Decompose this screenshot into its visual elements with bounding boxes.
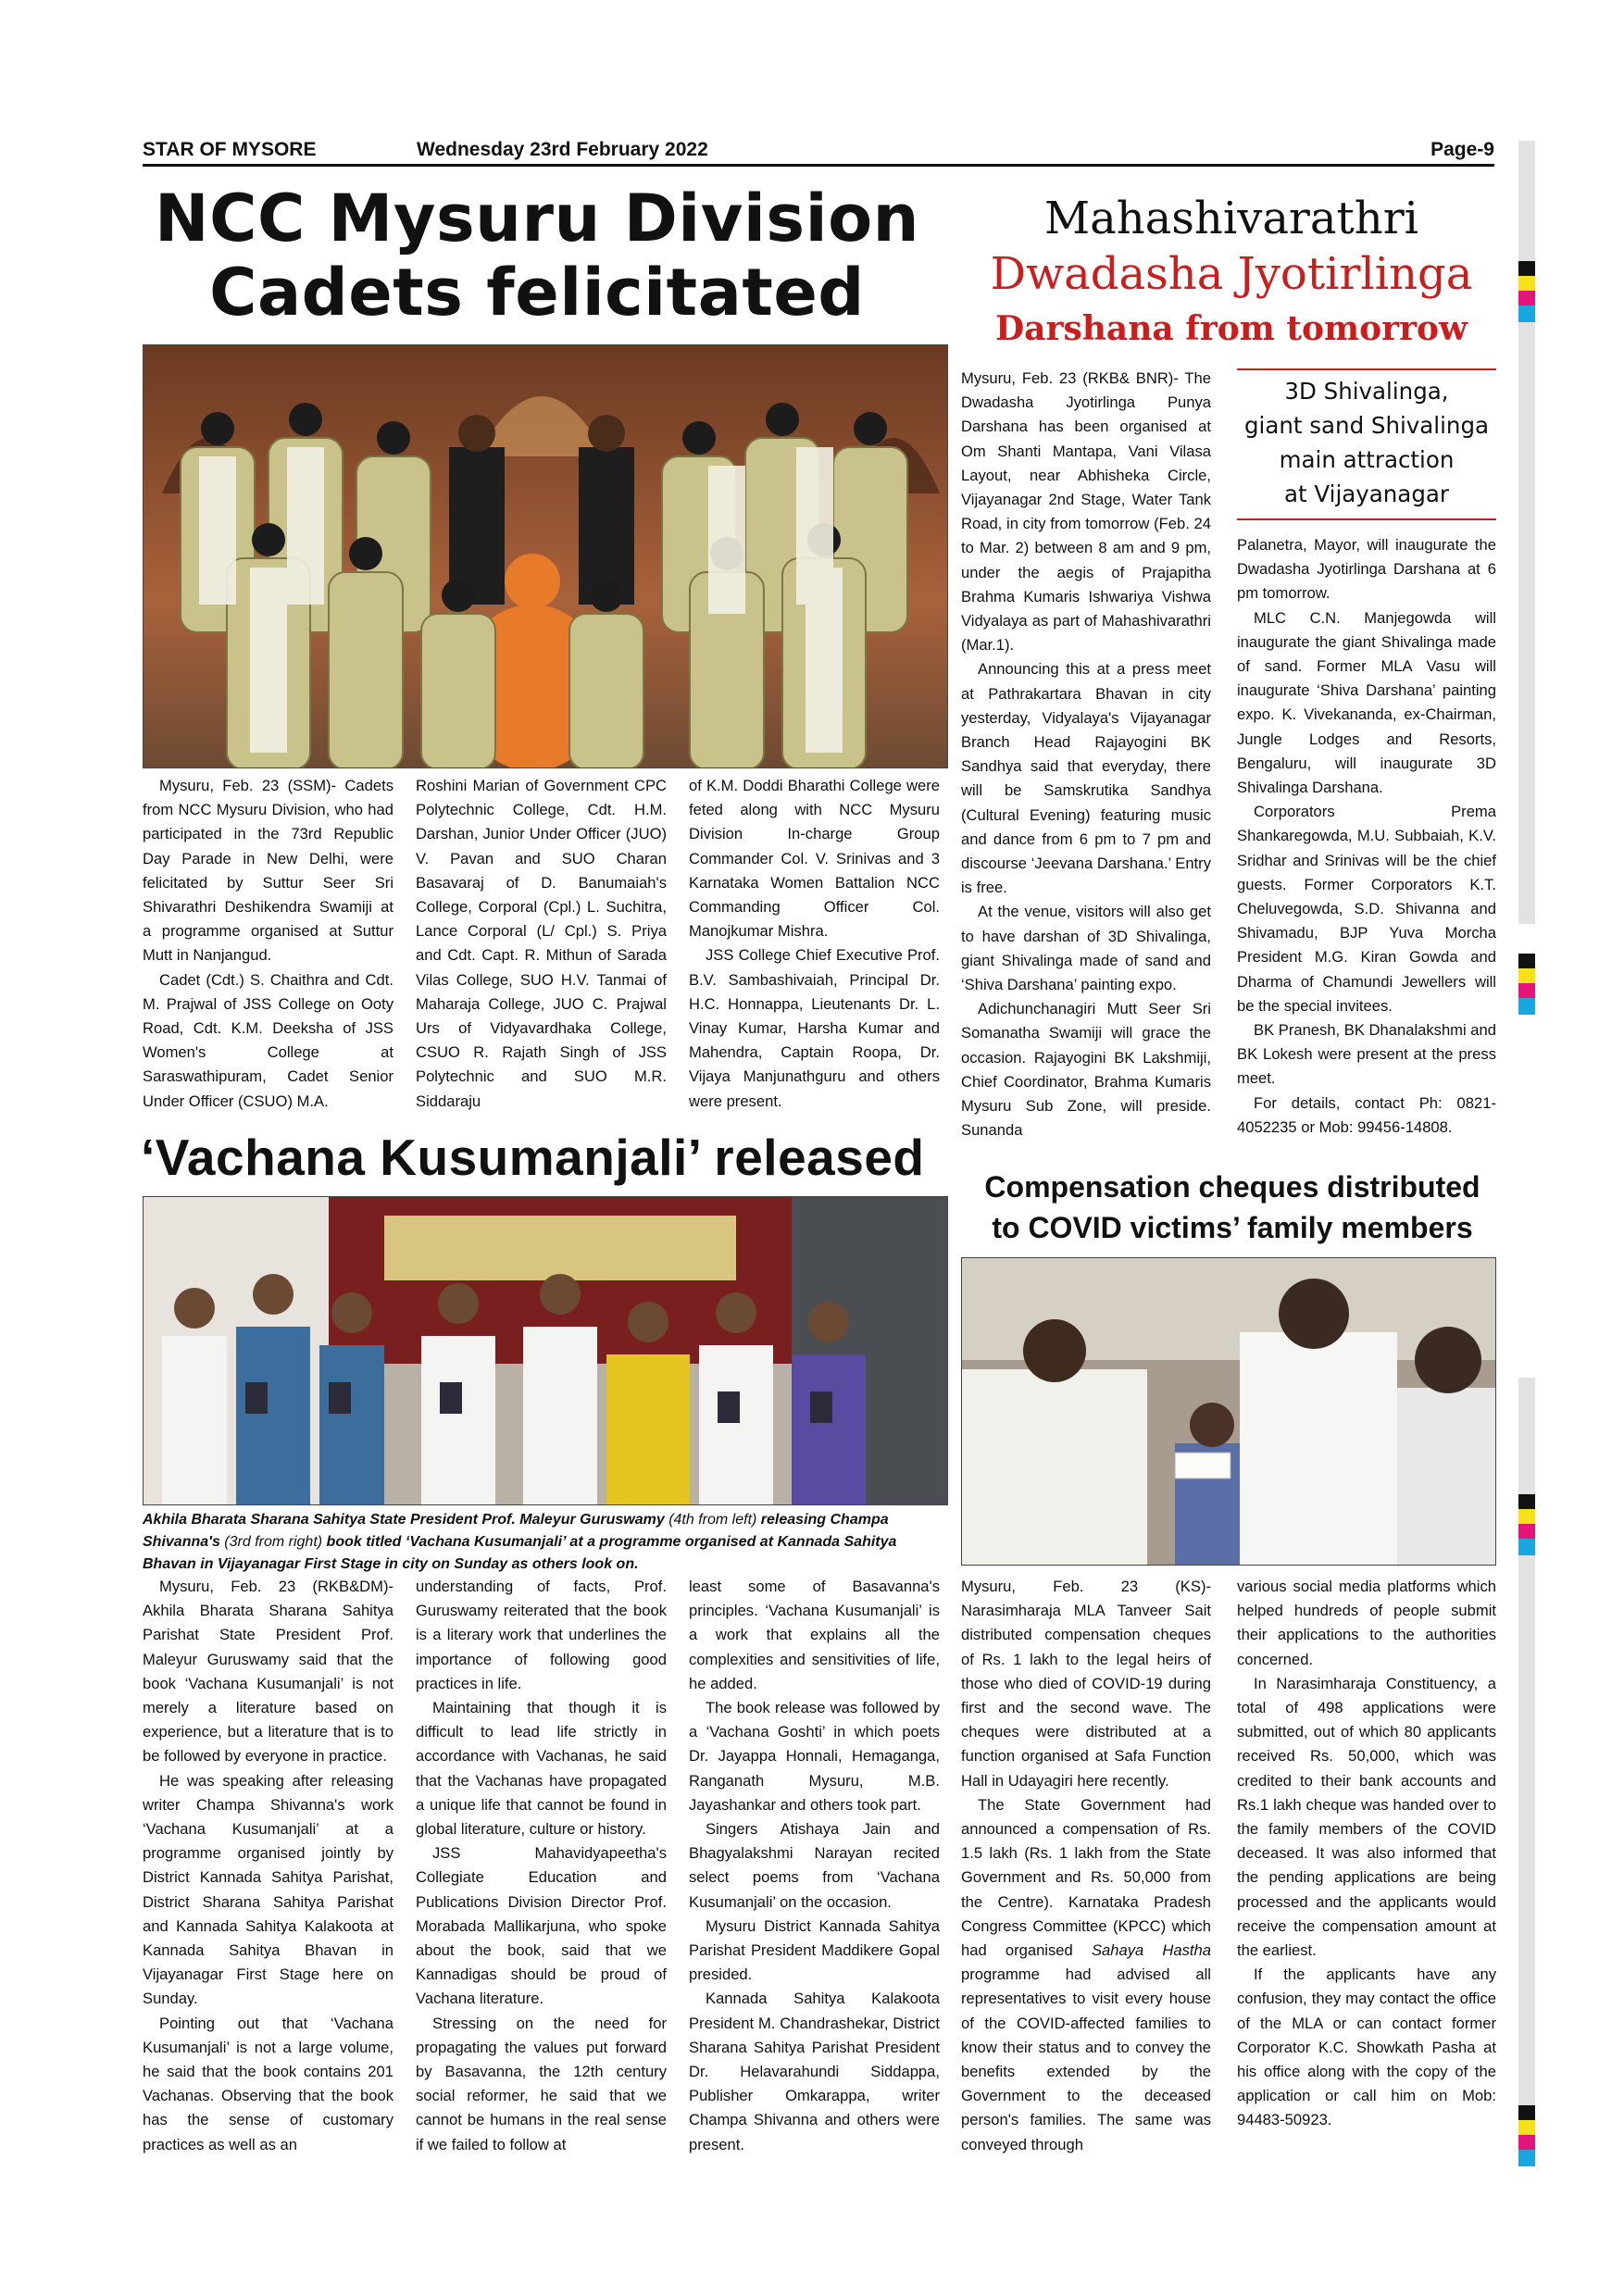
covid-column-2 xyxy=(1237,1575,1496,2133)
ncc-paragraph: Roshini Marian of Government CPC Polytechnic College, Cdt. H.M. Darshan, Junior Under Officer (JUO) V. Pavan and SUO Charan Basavaraj of D. Banumaiah's College, Corporal (Cpl.) L. Suchitra, Lance Corporal (L/ Cpl.) S. Priya and Cdt. Capt. R. Mithun of Sarada Vilas College, SUO H.V. Tanmai of Maharaja College, JUO C. Prajwal Urs of Vidyavardhaka College, CSUO R. Rajath Singh of JSS Polytechnic and SUO M.R. Siddaraju xyxy=(416,777,667,1110)
shiva-paragraph: MLC C.N. Manjegowda will inaugurate the giant Shivalinga made of sand. Former MLA Vasu will inaugurate ‘Shiva Darshana’ painting expo. K. Vivekananda, ex-Chairman, Jungle Lodges and Resorts, Bengaluru, will inaugurate 3D Shivalinga Darshana. xyxy=(1237,608,1496,797)
covid-headline xyxy=(959,1167,1505,1248)
covid-text: The State Government had announced a compensation of Rs. 1.5 lakh (Rs. 1 lakh from the State Government and Rs. 50,000 from the Centre). Karnataka Pradesh Congress Committee (KPCC) which had organised xyxy=(961,1795,1211,1960)
margin-strip xyxy=(1518,1378,1535,1494)
ncc-paragraph: JSS College Chief Executive Prof. B.V. Sambashivaiah, Principal Dr. H.C. Honnappa, Lieutenants Dr. L. Vinay Kumar, Harsha Kumar and Mahendra, Captain Roopa, Dr. Vijaya Manjunathguru and others were present. xyxy=(689,946,940,1110)
shiva-column-2 xyxy=(1237,533,1496,1140)
shiva-paragraph: Mysuru, Feb. 23 (RKB& BNR)- The Dwadasha Jyotirlinga Punya Darshana has been organised at Om Shanti Mantapa, Vani Vilasa Layout, near Abhisheka Circle, Vijayanagar 2nd Stage, Water Tank Road, in city from tomorrow (Feb. 24 to Mar. 2) between 8 am and 9 pm, under the aegis of Prajapitha Brahma Kumaris Ishwariya Vishwa Vidyalaya as part of Mahashivarathri (Mar.1). xyxy=(961,369,1211,655)
vachana-paragraph: Pointing out that ‘Vachana Kusumanjali’ is not a large volume, he said that the book contains 201 Vachanas. Observing that the book has the sense of customary practices as well as an xyxy=(143,2014,394,2153)
cheque-distribution-photo xyxy=(961,1257,1496,1566)
shiva-paragraph: Announcing this at a press meet at Pathrakartara Bhavan in city yesterday, Vidyalaya's Vijayanagar Branch Head Rajayogini BK Sandhya said that everyday, there will be Samskrutika Sandhya (Cultural Evening) featuring music and dance from 6 pm to 7 pm and discourse ‘Jeevana Darshana.’ Entry is free. xyxy=(961,660,1211,897)
ncc-cadets-photo xyxy=(143,344,948,768)
covid-headline-line2: to COVID victims’ family members xyxy=(992,1211,1473,1244)
vachana-paragraph: The book release was followed by a ‘Vachana Goshti’ in which poets Dr. Jayappa Honnali, Hemaganga, Ranganath Mysuru, M.B. Jayashankar and others took part. xyxy=(689,1699,940,1814)
shiva-headline-line3: Darshana from tomorrow xyxy=(994,309,1468,348)
shiva-paragraph: Palanetra, Mayor, will inaugurate the Dwadasha Jyotirlinga Darshana at 6 pm tomorrow. xyxy=(1237,536,1496,603)
ncc-paragraph: Mysuru, Feb. 23 (SSM)- Cadets from NCC Mysuru Division, who had participated in the 73rd Republic Day Parade in New Delhi, were felicitated by Suttur Seer Sri Shivarathri Deshikendra Swamiji at a programme organised at Suttur Mutt in Nanjangud. xyxy=(143,777,394,965)
caption-text: releasing Champa Shivanna's xyxy=(143,1512,889,1550)
vachana-paragraph: Mysuru, Feb. 23 (RKB&DM)- Akhila Bharata Sharana Sahitya Parishat State President Prof. Maleyur Guruswamy said that the book ‘Vachana Kusumanjali’ is not merely a literature based on experience, but a literature that is to be followed by everyone in practice. xyxy=(143,1578,394,1766)
covid-programme-name: Sahaya Hastha xyxy=(1091,1941,1211,1960)
covid-paragraph: Mysuru, Feb. 23 (KS)- Narasimharaja MLA Tanveer Sait distributed compensation cheques of Rs. 1 lakh to the legal heirs of those who died of COVID-19 during first and the second wave. The cheques were distributed at a function organised at Safa Function Hall in Udayagiri here recently. xyxy=(961,1578,1211,1790)
margin-strip xyxy=(1518,322,1535,924)
vachana-column-1 xyxy=(143,1575,394,2157)
ncc-headline-line2: Cadets felicitated xyxy=(209,255,865,331)
ncc-headline-line1: NCC Mysuru Division xyxy=(154,181,920,256)
vachana-paragraph: Maintaining that though it is difficult to lead life strictly in accordance with Vachanas, he said that the Vachanas have propagated a unique life that cannot be found in global literature, culture or history. xyxy=(416,1699,667,1839)
vachana-paragraph: understanding of facts, Prof. Guruswamy reiterated that the book is a literary work that underlines the importance of following good practices in life. xyxy=(416,1578,667,1692)
shiva-paragraph: For details, contact Ph: 0821-4052235 or Mob: 99456-14808. xyxy=(1237,1093,1496,1136)
shiva-column-1 xyxy=(961,367,1211,1143)
vachana-paragraph: Kannada Sahitya Kalakoota President M. Chandrashekar, District Sharana Sahitya Parishat President Dr. Helavarahundi Siddappa, Publisher Omkarappa, writer Champa Shivanna and others were present. xyxy=(689,1990,940,2153)
book-release-photo xyxy=(143,1196,948,1505)
caption-text: (4th from left) xyxy=(668,1512,757,1528)
deck-rule-top xyxy=(1237,368,1496,370)
ncc-column-1 xyxy=(143,774,394,1114)
ncc-column-3 xyxy=(689,774,940,1114)
ncc-paragraph: Cadet (Cdt.) S. Chaithra and Cdt. M. Prajwal of JSS College on Ooty Road, Cdt. K.M. Deeksha of JSS Women's College at Saraswathipuram, Cadet Senior Under Officer (CSUO) M.A. xyxy=(143,970,394,1110)
shiva-paragraph: BK Pranesh, BK Dhanalakshmi and BK Lokesh were present at the press meet. xyxy=(1237,1021,1496,1088)
vachana-paragraph: Stressing on the need for propagating the values put forward by Basavanna, the 12th century social reformer, he said that we cannot be humans in the real sense if we failed to follow at xyxy=(416,2014,667,2153)
covid-text: programme had advised all representatives to visit every house of the COVID-affected families to know their status and to convey the benefits extended by the Government to the deceased person's families. The same was conveyed through xyxy=(961,1965,1211,2153)
vachana-paragraph: JSS Mahavidyapeetha's Collegiate Education and Publications Division Director Prof. Morabada Mallikarjuna, who spoke about the book, said that we Kannadigas should be proud of Vachana literature. xyxy=(416,1844,667,2008)
shiva-deck xyxy=(1237,374,1496,511)
vachana-column-3 xyxy=(689,1575,940,2157)
shiva-paragraph: Adichunchanagiri Mutt Seer Sri Somanatha Swamiji will grace the occasion. Rajayogini BK Lakshmiji, Chief Coordinator, Brahma Kumaris Mysuru Sub Zone, will preside. Sunanda xyxy=(961,1000,1211,1140)
deck-rule-bottom xyxy=(1237,518,1496,520)
caption-text: Akhila Bharata Sharana Sahitya State President Prof. Maleyur Guruswamy xyxy=(143,1512,665,1528)
vachana-column-2 xyxy=(416,1575,667,2157)
covid-paragraph: If the applicants have any confusion, they may contact the office of the MLA or can contact former Corporator K.C. Showkath Pasha at his office along with the copy of the application or call him on Mob: 94483-50923. xyxy=(1237,1965,1496,2129)
page-number: Page-9 xyxy=(1430,139,1494,160)
deck-line: giant sand Shivalinga xyxy=(1243,412,1490,439)
ncc-paragraph: of K.M. Doddi Bharathi College were feted along with NCC Mysuru Division In-charge Group Commander Col. V. Srinivas and 3 Karnataka Women Battalion NCC Commanding Officer Col. Manojkumar Mishra. xyxy=(689,777,940,941)
deck-line: 3D Shivalinga, xyxy=(1284,378,1449,405)
cmyk-registration-mark xyxy=(1518,954,1535,1015)
ncc-headline xyxy=(120,181,954,330)
covid-headline-line1: Compensation cheques distributed xyxy=(984,1170,1480,1204)
paper-name: STAR OF MYSORE xyxy=(143,139,317,160)
covid-column-1 xyxy=(961,1575,1211,2157)
vachana-headline: ‘Vachana Kusumanjali’ released xyxy=(141,1129,925,1186)
deck-line: main attraction xyxy=(1279,446,1455,473)
margin-strip xyxy=(1518,1555,1535,2105)
margin-strip xyxy=(1518,141,1535,261)
shiva-headline-line1: Mahashivarathri xyxy=(1044,193,1418,244)
shiva-paragraph: Corporators Prema Shankaregowda, M.U. Subbaiah, K.V. Sridhar and Srinivas will be the chief guests. Former Corporators K.T. Cheluvegowda, S.D. Shivanna and Shivamadu, BJP Yuva Morcha President M.G. Kiran Gowda and Dharma of Chamundi Jewellers will be the special invitees. xyxy=(1237,803,1496,1015)
book-release-caption xyxy=(143,1509,948,1576)
vachana-paragraph: He was speaking after releasing writer Champa Shivanna's work ‘Vachana Kusumanjali’ at a programme organised jointly by District Kannada Sahitya Parishat, District Sharana Sahitya Parishat and Kannada Sahitya Kalakoota at Kannada Sahitya Bhavan in Vijayanagar First Stage here on Sunday. xyxy=(143,1771,394,2008)
vachana-paragraph: Mysuru District Kannada Sahitya Parishat President Maddikere Gopal presided. xyxy=(689,1916,940,1984)
masthead xyxy=(143,135,1494,163)
covid-paragraph xyxy=(961,1793,1211,2157)
cmyk-registration-mark xyxy=(1518,2105,1535,2166)
ncc-column-2 xyxy=(416,774,667,1114)
shiva-headline-line2: Dwadasha Jyotirlinga xyxy=(990,248,1473,300)
vachana-paragraph: Singers Atishaya Jain and Bhagyalakshmi Narayan recited select poems from ‘Vachana Kusumanjali’ on the occasion. xyxy=(689,1820,940,1911)
caption-text: (3rd from right) xyxy=(224,1534,323,1550)
shiva-paragraph: At the venue, visitors will also get to have darshan of 3D Shivalinga, giant Shivalinga made of sand and ‘Shiva Darshana’ painting expo. xyxy=(961,903,1211,994)
covid-paragraph: various social media platforms which helped hundreds of people submit their applications to the authorities concerned. xyxy=(1237,1578,1496,1668)
vachana-paragraph: least some of Basavanna's principles. ‘Vachana Kusumanjali’ is a work that explains all the complexities and sensitivities of life, he added. xyxy=(689,1578,940,1692)
masthead-rule xyxy=(143,164,1494,167)
cmyk-registration-mark xyxy=(1518,261,1535,322)
issue-date: Wednesday 23rd February 2022 xyxy=(417,139,708,160)
cmyk-registration-mark xyxy=(1518,1494,1535,1555)
covid-paragraph: In Narasimharaja Constituency, a total of 498 applications were submitted, out of which 80 applicants received Rs. 50,000, which was credited to their bank accounts and Rs.1 lakh cheque was handed over to the family members of the COVID deceased. It was also informed that the pending applications are being processed and the applicants would receive the compensation amount at the earliest. xyxy=(1237,1674,1496,1960)
caption-text: book titled ‘Vachana Kusumanjali’ at a programme organised at Kannada Sahitya Bhavan in Vijayanagar First Stage in city on Sunday as others look on. xyxy=(143,1534,897,1572)
deck-line: at Vijayanagar xyxy=(1284,480,1449,507)
